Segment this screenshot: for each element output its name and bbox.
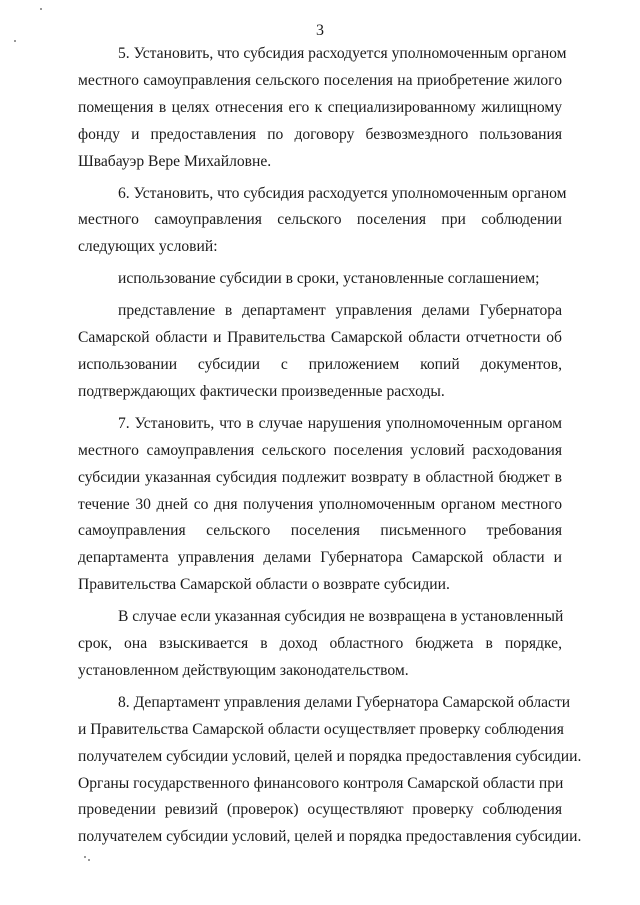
paragraph-6-condition-2 xyxy=(78,298,562,406)
text-line: Органы государственного финансового контроля Самарской области при xyxy=(78,774,564,792)
paragraph-7 xyxy=(78,411,562,599)
paragraph-6-condition-1 xyxy=(78,266,562,293)
text-line: 7. Установить, что в случае нарушения уполномоченным органом xyxy=(118,414,562,432)
text-line: и Правительства Самарской области осуществляет проверку соблюдения xyxy=(78,720,564,738)
text-line: получателем субсидии условий, целей и порядка предоставления субсидии. xyxy=(78,828,582,846)
text-line: получателем субсидии условий, целей и порядка предоставления субсидии. xyxy=(78,747,582,765)
scan-speck xyxy=(14,40,16,42)
text-line: представление в департамент управления делами Губернатора xyxy=(118,302,562,320)
text-line: Правительства Самарской области о возврате субсидии. xyxy=(78,576,450,594)
text-line: Швабауэр Вере Михайловне. xyxy=(78,152,272,170)
text-line: фонду и предоставления по договору безвозмездного пользования xyxy=(78,125,562,143)
document-body xyxy=(78,41,582,851)
scan-speck xyxy=(40,8,42,10)
text-line: 6. Установить, что субсидия расходуется уполномоченным органом xyxy=(118,184,567,202)
text-line: субсидии указанная субсидия подлежит возврату в областной бюджет в xyxy=(78,468,562,486)
text-line: помещения в целях отнесения его к специализированному жилищному xyxy=(78,98,562,116)
text-line: департамента управления делами Губернатора Самарской области и xyxy=(78,549,562,567)
text-line: 5. Установить, что субсидия расходуется уполномоченным органом xyxy=(118,45,567,62)
text-line: установленном действующим законодательством. xyxy=(78,661,409,679)
text-line: местного самоуправления сельского поселения при соблюдении xyxy=(78,211,562,229)
text-line: использование субсидии в сроки, установленные соглашением; xyxy=(118,270,540,288)
text-line: подтверждающих фактически произведенные расходы. xyxy=(78,382,445,400)
scan-speck xyxy=(88,859,90,861)
scan-speck xyxy=(84,856,86,858)
text-line: 8. Департамент управления делами Губернатора Самарской области xyxy=(118,693,571,711)
text-line: самоуправления сельского поселения письменного требования xyxy=(78,522,562,540)
text-line: В случае если указанная субсидия не возвращена в установленный xyxy=(118,608,564,626)
page-number: 3 xyxy=(316,22,324,39)
text-line: следующих условий: xyxy=(78,238,218,256)
paragraph-5 xyxy=(78,41,567,176)
paragraph-6 xyxy=(78,181,567,262)
text-line: проведении ревизий (проверок) осуществляют проверку соблюдения xyxy=(78,801,562,819)
text-line: Самарской области и Правительства Самарской области отчетности об xyxy=(78,329,562,347)
paragraph-7-refund-clause xyxy=(78,604,562,685)
text-line: срок, она взыскивается в доход областного бюджета в порядке, xyxy=(78,635,562,653)
text-line: использовании субсидии с приложением копий документов, xyxy=(78,355,562,373)
text-line: местного самоуправления сельского поселения на приобретение жилого xyxy=(78,71,562,89)
text-line: местного самоуправления сельского поселения условий расходования xyxy=(78,441,562,459)
text-line: течение 30 дней со дня получения уполномоченным органом местного xyxy=(78,495,562,513)
paragraph-8 xyxy=(78,690,582,851)
